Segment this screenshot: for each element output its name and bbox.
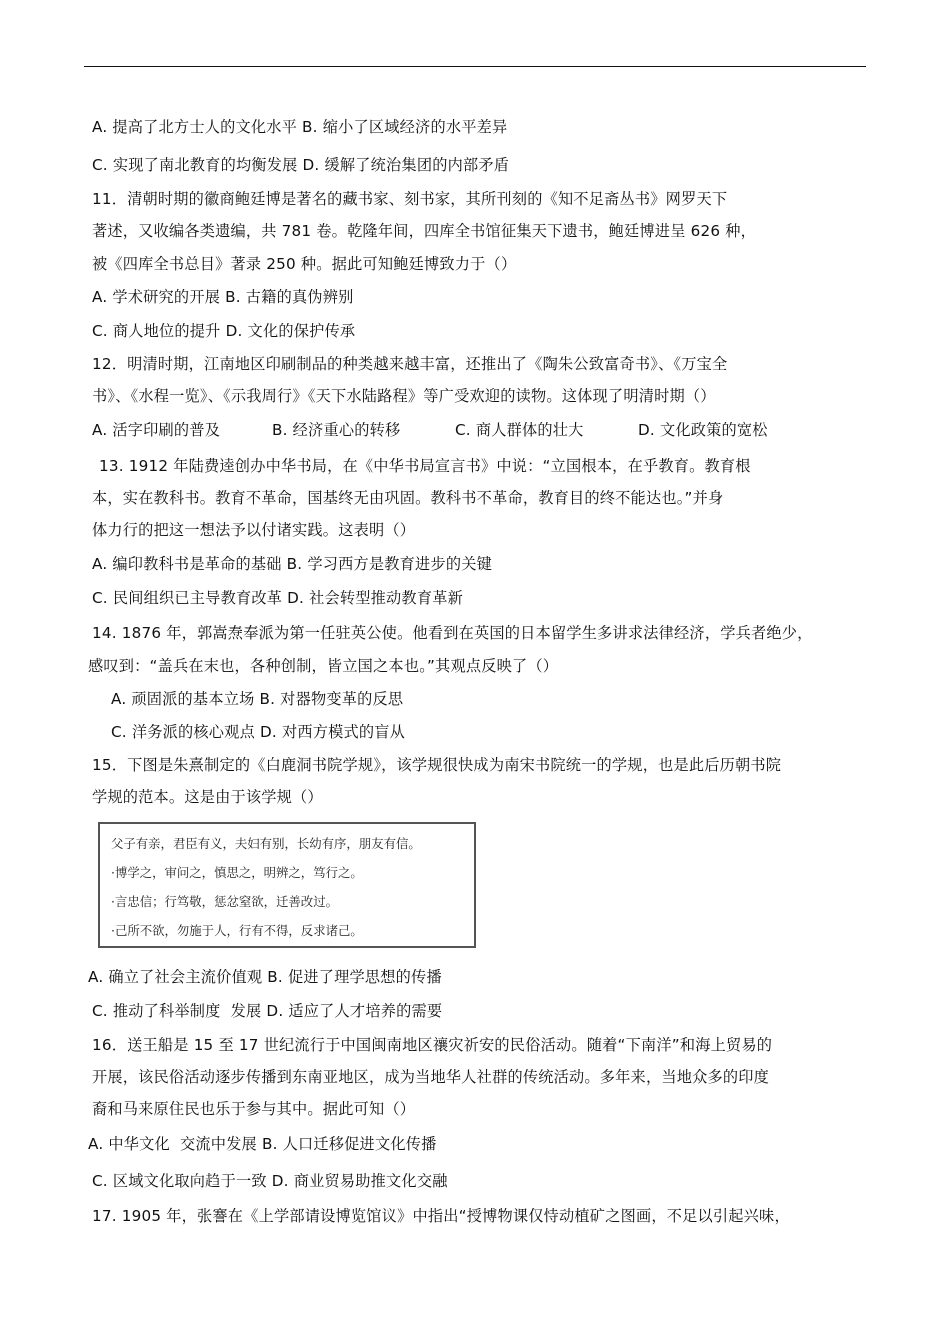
q12-option-a: A. 活字印刷的普及	[92, 421, 221, 439]
q13-stem-line-2: 本，实在教科书。教育不革命，国基终无由巩固。教科书不革命，教育目的终不能达也。”并身	[92, 489, 724, 507]
q12-option-c: C. 商人群体的壮大	[455, 421, 584, 439]
q16-options-cd: C. 区域文化取向趋于一致 D. 商业贸易助推文化交融	[92, 1172, 448, 1190]
q16-stem-line-2: 开展，该民俗活动逐步传播到东南亚地区，成为当地华人社群的传统活动。多年来，当地众多的印度	[92, 1068, 770, 1086]
q13-stem-line-3: 体力行的把这一想法予以付诸实践。这表明（）	[92, 521, 416, 539]
q14-options-cd: C. 洋务派的核心观点 D. 对西方模式的盲从	[111, 723, 406, 741]
q12-option-b: B. 经济重心的转移	[272, 421, 401, 439]
header-rule	[84, 66, 866, 67]
q11-stem-line-3: 被《四库全书总目》著录 250 种。据此可知鲍廷博致力于（）	[92, 255, 517, 273]
q11-stem-line-1: 11．清朝时期的徽商鲍廷博是著名的藏书家、刻书家，其所刊刻的《知不足斋丛书》网罗天下	[92, 190, 728, 208]
q11-options-ab: A. 学术研究的开展 B. 古籍的真伪辨别	[92, 288, 354, 306]
q15-stem-line-1: 15．下图是朱熹制定的《白鹿洞书院学规》，该学规很快成为南宋书院统一的学规，也是此后历朝书院	[92, 756, 782, 774]
q16-stem-line-3: 裔和马来原住民也乐于参与其中。据此可知（）	[92, 1100, 416, 1118]
academy-rule-line: ·言忠信；行笃敬，惩忿窒欲，迁善改过。	[111, 894, 338, 909]
q15-stem-line-2: 学规的范本。这是由于该学规（）	[92, 788, 323, 806]
q15-options-cd: C. 推动了科举制度 发展 D. 适应了人才培养的需要	[92, 1002, 443, 1020]
q12-stem-line-1: 12．明清时期，江南地区印刷制品的种类越来越丰富，还推出了《陶朱公致富奇书》、《万宝全	[92, 355, 728, 373]
q17-stem-line-1: 17. 1905 年，张謇在《上学部请设博览馆议》中指出“授博物课仅恃动植矿之图画，不足以引起兴味，	[92, 1207, 790, 1225]
q10-options-cd: C. 实现了南北教育的均衡发展 D. 缓解了统治集团的内部矛盾	[92, 156, 510, 174]
q10-options-ab: A. 提高了北方士人的文化水平 B. 缩小了区域经济的水平差异	[92, 118, 508, 136]
academy-rule-line: ·博学之，审问之，慎思之，明辨之，笃行之。	[111, 865, 363, 880]
q14-stem-line-1: 14. 1876 年，郭嵩焘奉派为第一任驻英公使。他看到在英国的日本留学生多讲求法律经济，学兵者绝少，	[92, 624, 813, 642]
q12-option-d: D. 文化政策的宽松	[638, 421, 768, 439]
q11-stem-line-2: 著述，又收编各类遗编，共 781 卷。乾隆年间，四库全书馆征集天下遗书，鲍廷博进呈 626 种，	[92, 222, 757, 240]
q13-stem-line-1: 13. 1912 年陆费逵创办中华书局，在《中华书局宣言书》中说：“立国根本，在乎教育。教育根	[99, 457, 751, 475]
q15-options-ab: A. 确立了社会主流价值观 B. 促进了理学思想的传播	[88, 968, 442, 986]
q16-options-ab: A. 中华文化 交流中发展 B. 人口迁移促进文化传播	[88, 1135, 437, 1153]
q14-options-ab: A. 顽固派的基本立场 B. 对器物变革的反思	[111, 690, 404, 708]
q13-options-ab: A. 编印教科书是革命的基础 B. 学习西方是教育进步的关键	[92, 555, 492, 573]
q14-stem-line-2: 感叹到：“盖兵在末也，各种创制，皆立国之本也。”其观点反映了（）	[88, 657, 559, 675]
academy-rule-line: ·己所不欲，勿施于人，行有不得，反求诸己。	[111, 923, 363, 938]
q13-options-cd: C. 民间组织已主导教育改革 D. 社会转型推动教育革新	[92, 589, 463, 607]
q11-options-cd: C. 商人地位的提升 D. 文化的保护传承	[92, 322, 356, 340]
q12-stem-line-2: 书》、《水程一览》、《示我周行》《天下水陆路程》等广受欢迎的读物。这体现了明清时期（）	[92, 387, 716, 405]
academy-rules-image	[98, 822, 476, 948]
q16-stem-line-1: 16．送王船是 15 至 17 世纪流行于中国闽南地区禳灾祈安的民俗活动。随着“下南洋”和海上贸易的	[92, 1036, 773, 1054]
academy-rule-line: 父子有亲，君臣有义，夫妇有别，长幼有序，朋友有信。	[111, 836, 421, 851]
